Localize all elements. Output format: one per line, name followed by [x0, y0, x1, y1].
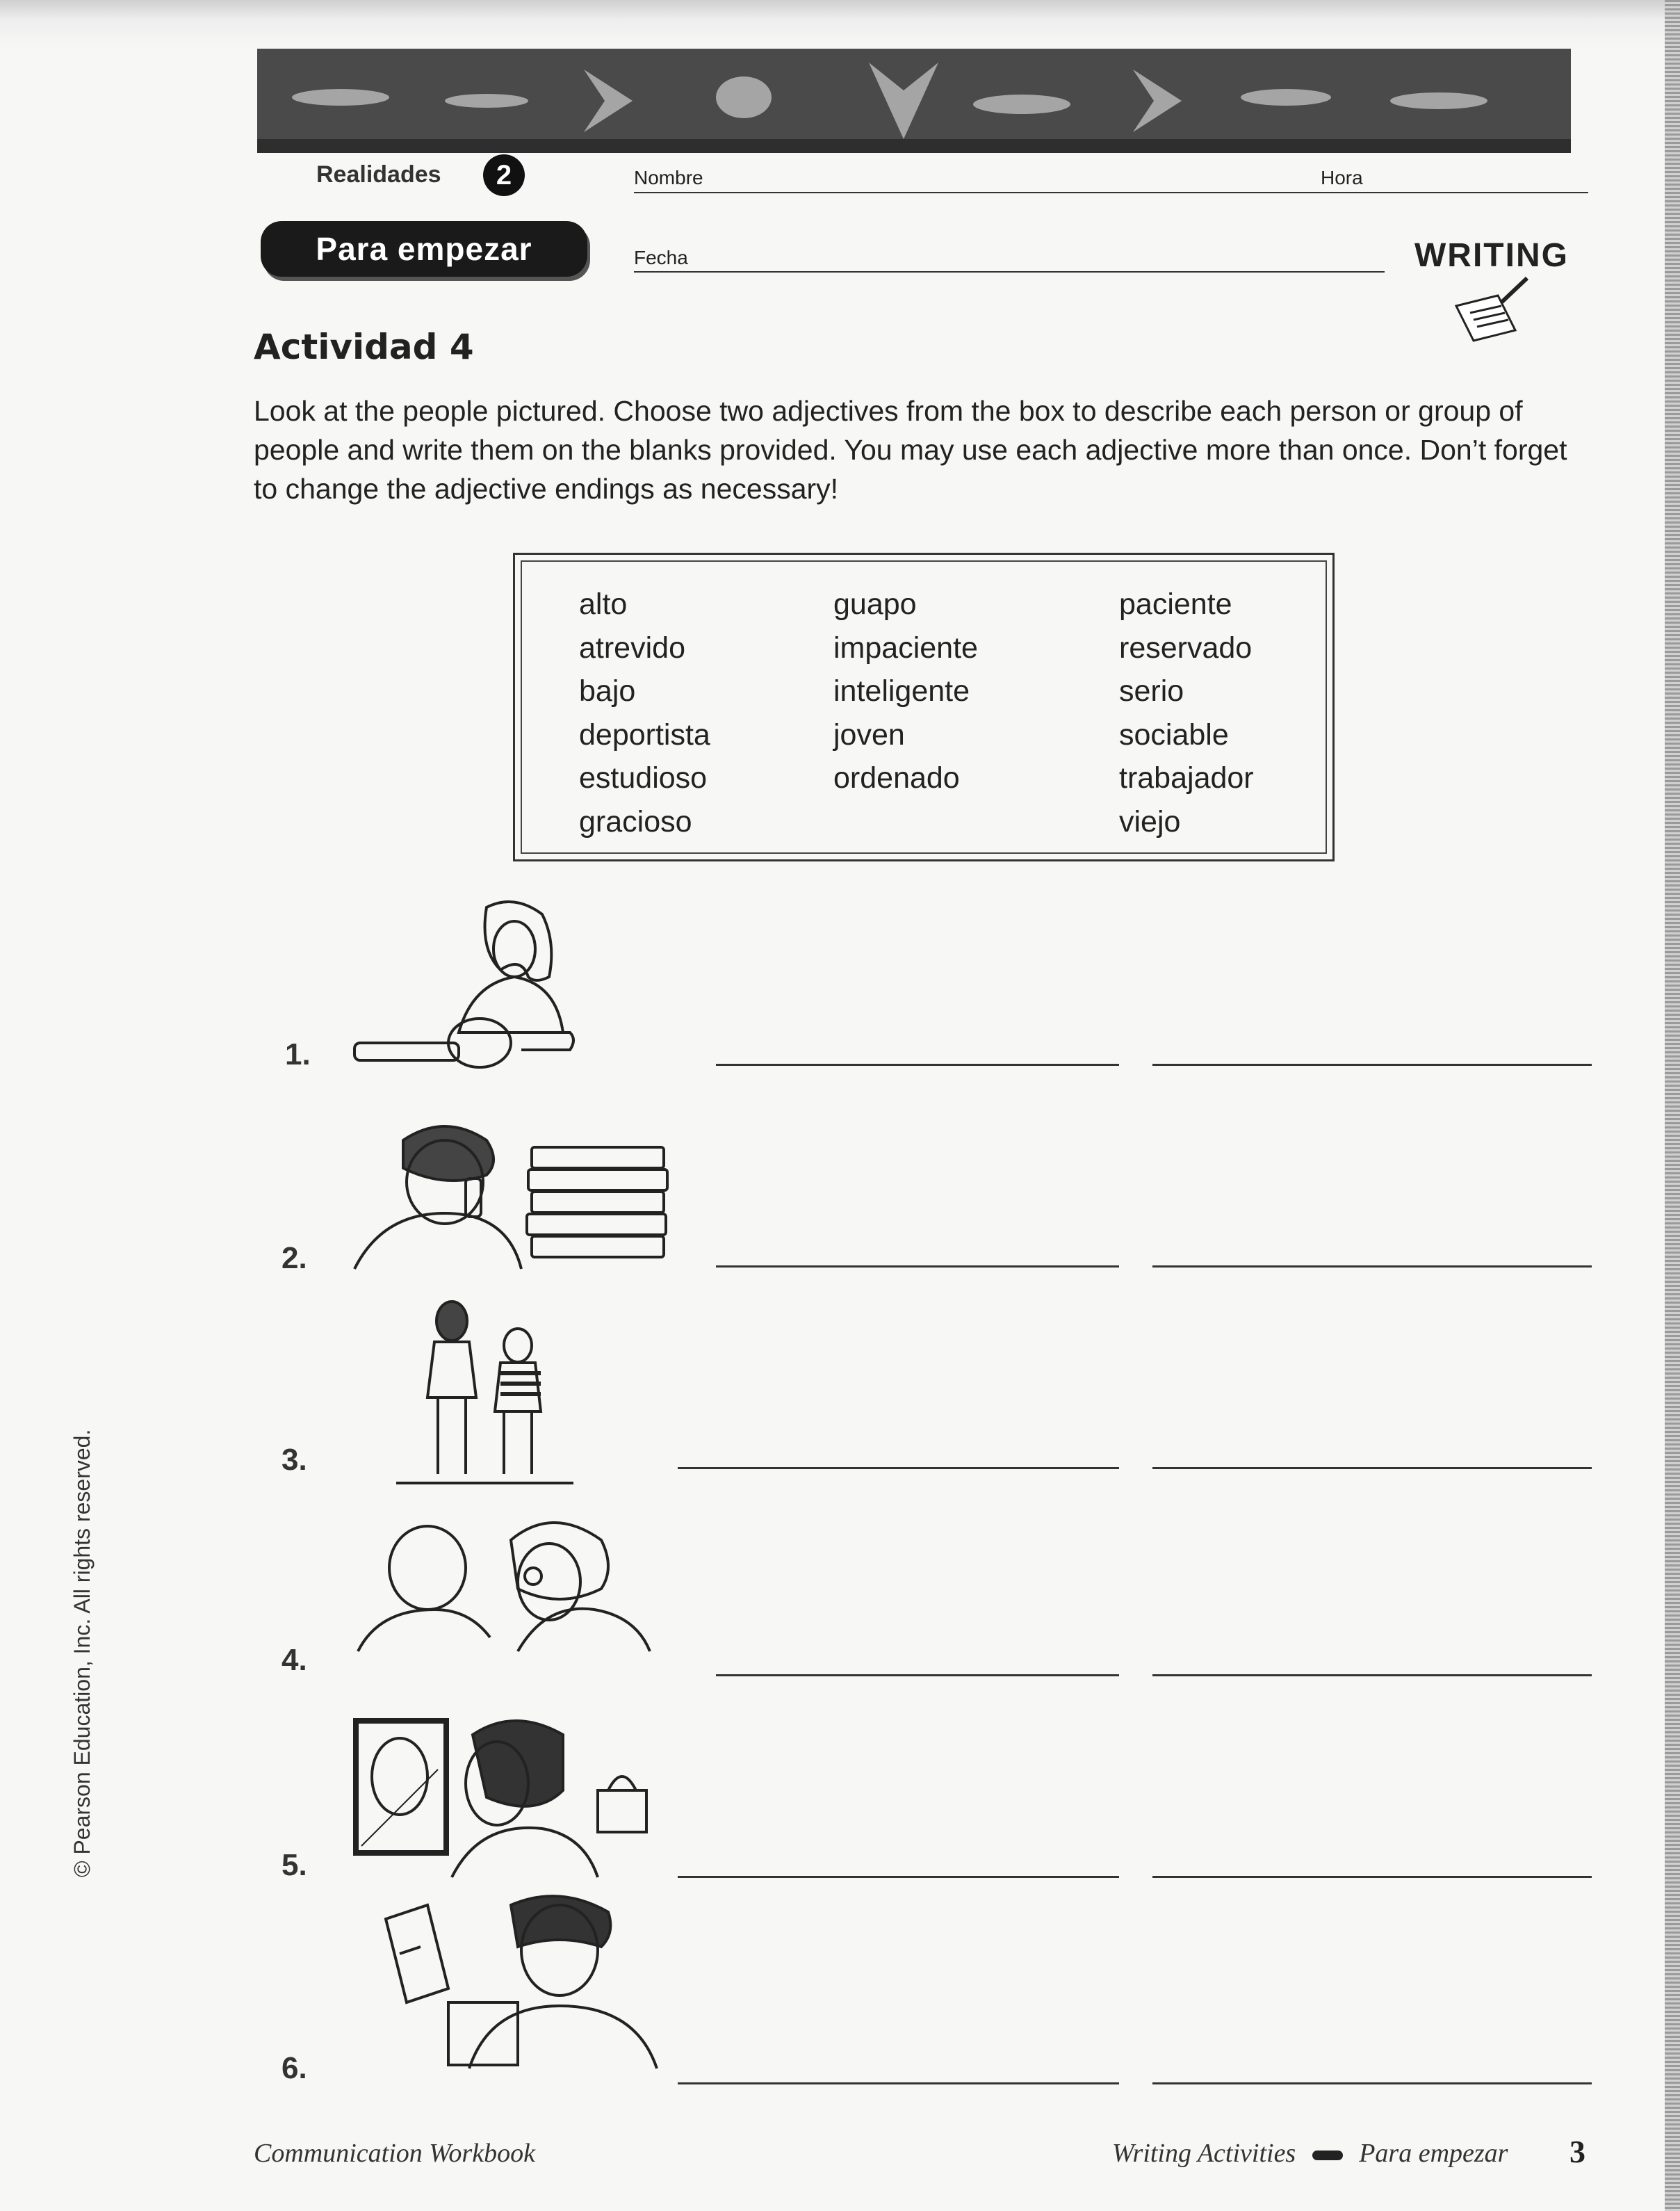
word: paciente	[1119, 588, 1232, 621]
scan-edge	[1665, 0, 1680, 2211]
footer-section	[1112, 2138, 1508, 2169]
mirror-hair-illustration	[348, 1707, 660, 1881]
section-label: WRITING	[1414, 237, 1569, 274]
item-number: 3.	[282, 1443, 307, 1477]
word: inteligente	[833, 674, 970, 708]
footer-section-name: Writing Activities	[1112, 2139, 1296, 2168]
chapter-pill: Para empezar	[261, 221, 587, 277]
hour-field[interactable]	[1321, 192, 1588, 193]
word-column-1	[579, 583, 710, 843]
tall-girl-short-boy-illustration	[396, 1297, 577, 1488]
footer-workbook-title: Communication Workbook	[254, 2139, 535, 2168]
pencil-paper-icon	[1449, 275, 1533, 344]
answer-blank-6b[interactable]	[1152, 2082, 1592, 2084]
copyright-notice: © Pearson Education, Inc. All rights reserved.	[70, 1429, 95, 1877]
series-name: Realidades	[316, 161, 441, 188]
word: joven	[833, 718, 905, 752]
word-column-2	[833, 583, 978, 800]
scan-artifact	[0, 0, 1680, 49]
word: gracioso	[579, 804, 692, 839]
word: alto	[579, 588, 628, 621]
item-number: 4.	[282, 1643, 307, 1677]
boy-old-woman-illustration	[351, 1512, 657, 1658]
word: estudioso	[579, 761, 708, 795]
word: reservado	[1119, 631, 1253, 665]
footer-chapter-name: Para empezar	[1359, 2139, 1508, 2168]
answer-blank-1b[interactable]	[1152, 1064, 1592, 1066]
answer-blank-6a[interactable]	[678, 2082, 1119, 2084]
page-number: 3	[1569, 2134, 1585, 2169]
word: viejo	[1119, 804, 1181, 839]
boy-phone-books-illustration	[348, 1112, 674, 1272]
girl-tennis-illustration	[348, 893, 598, 1074]
date-label: Fecha	[634, 247, 688, 268]
answer-blank-5a[interactable]	[678, 1876, 1119, 1878]
word: trabajador	[1119, 761, 1254, 795]
item-number: 1.	[285, 1037, 311, 1071]
name-label: Nombre	[634, 167, 703, 188]
word-box	[513, 553, 1335, 861]
answer-blank-4b[interactable]	[1152, 1674, 1592, 1676]
answer-blank-3b[interactable]	[1152, 1467, 1592, 1469]
item-number: 6.	[282, 2051, 307, 2085]
word: ordenado	[833, 761, 960, 795]
footer-separator-icon	[1312, 2151, 1343, 2160]
word: deportista	[579, 718, 710, 752]
answer-blank-3a[interactable]	[678, 1467, 1119, 1469]
level-badge: 2	[483, 154, 525, 196]
answer-blank-4a[interactable]	[716, 1674, 1119, 1676]
answer-blank-2a[interactable]	[716, 1265, 1119, 1268]
decorative-banner	[257, 49, 1571, 153]
activity-title: Actividad 4	[254, 327, 474, 367]
activity-instructions: Look at the people pictured. Choose two adjectives from the box to describe each person or group of people and write them on the blanks provided. You may use each adjective more than once. Don’t forget to change the adjective endings as necessary!	[254, 395, 1567, 505]
word: guapo	[833, 588, 917, 621]
word: serio	[1119, 674, 1184, 708]
word: atrevido	[579, 631, 685, 665]
item-number: 2.	[282, 1241, 307, 1275]
man-groceries-illustration	[372, 1891, 664, 2072]
word-column-3	[1119, 583, 1254, 843]
answer-blank-1a[interactable]	[716, 1064, 1119, 1066]
answer-blank-2b[interactable]	[1152, 1265, 1592, 1268]
word: bajo	[579, 674, 636, 708]
hour-label: Hora	[1321, 167, 1363, 188]
date-field[interactable]	[634, 271, 1385, 273]
word: sociable	[1119, 718, 1229, 752]
item-number: 5.	[282, 1848, 307, 1882]
name-field[interactable]	[634, 192, 1329, 193]
word: impaciente	[833, 631, 978, 665]
answer-blank-5b[interactable]	[1152, 1876, 1592, 1878]
